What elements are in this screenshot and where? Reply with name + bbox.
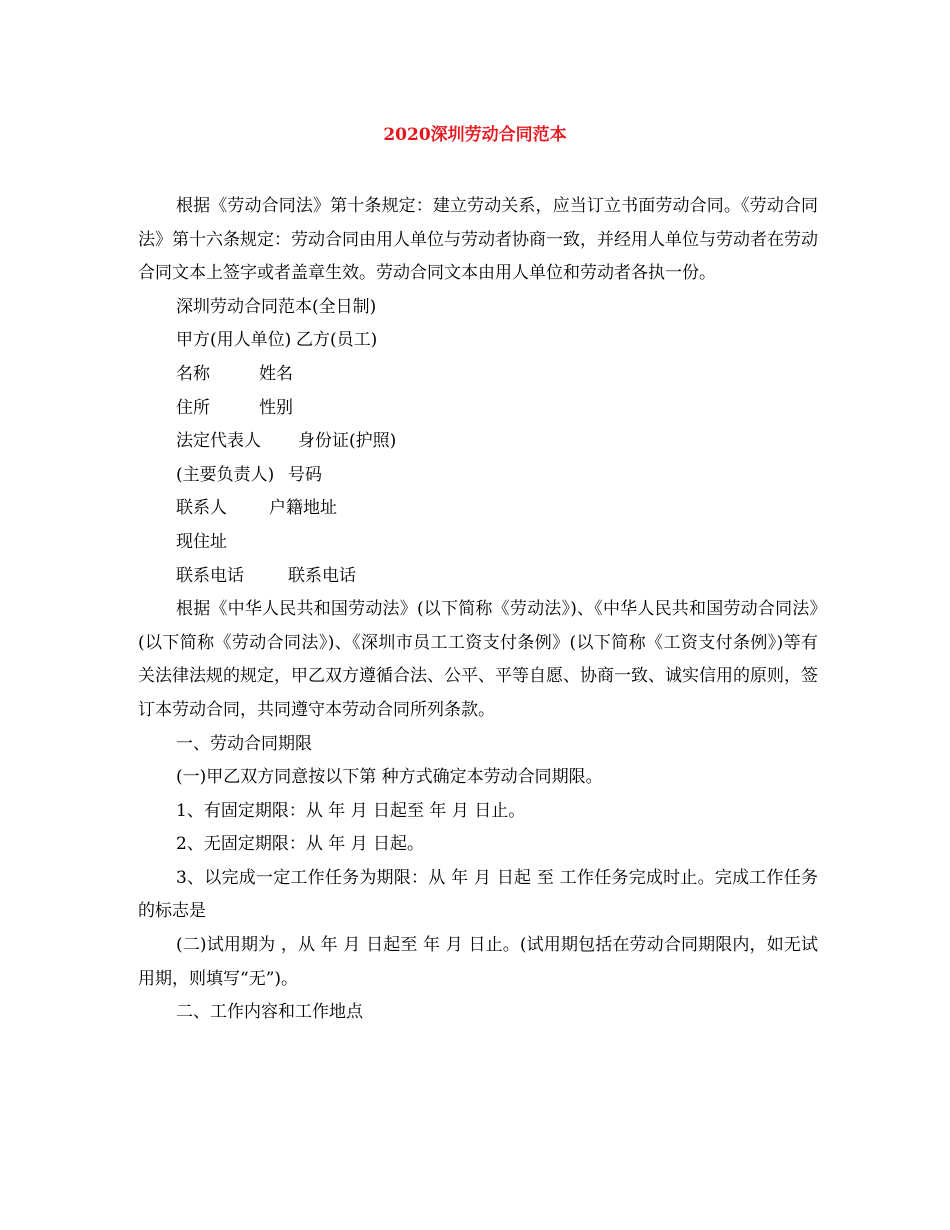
current-address-label: 现住址 xyxy=(176,531,227,552)
employee-gender-label: 性别 xyxy=(259,397,293,418)
household-address-label: 户籍地址 xyxy=(269,498,337,519)
id-number-label: 号码 xyxy=(288,464,322,485)
party-row-principal xyxy=(138,459,818,493)
employee-name-label: 姓名 xyxy=(259,363,293,384)
section-1-heading: 一、劳动合同期限 xyxy=(176,733,312,754)
principal-label: (主要负责人) xyxy=(176,464,275,485)
contract-subtitle: 深圳劳动合同范本(全日制) xyxy=(176,296,377,317)
id-card-label: 身份证(护照) xyxy=(298,431,397,452)
document-title: 2020深圳劳动合同范本 xyxy=(383,125,567,145)
contact-person-label: 联系人 xyxy=(176,498,227,519)
clause-1-intro: (一)甲乙双方同意按以下第 种方式确定本劳动合同期限。 xyxy=(176,767,603,788)
legal-basis-paragraph: 根据《中华人民共和国劳动法》(以下简称《劳动法》)、《中华人民共和国劳动合同法》(以下简称《劳动合同法》)、《深圳市员工工资支付条例》(以下简称《工资支付条例》)等有关法律法规的规定，甲乙双方遵循合法、公平、平等自愿、协商一致、诚实信用的原则，签订本劳动合同，共同遵守本劳动合同所列条款。 xyxy=(138,599,818,720)
party-row-phone xyxy=(138,560,818,594)
clause-2-probation: (二)试用期为 ，从 年 月 日起至 年 月 日止。(试用期包括在劳动合同期限内，如无试用期，则填写“无”)。 xyxy=(138,935,818,989)
legal-representative-label: 法定代表人 xyxy=(176,431,261,452)
party-row-representative xyxy=(138,425,818,459)
clause-1-item-2: 2、无固定期限：从 年 月 日起。 xyxy=(176,834,425,855)
party-row-name xyxy=(138,358,818,392)
party-row-current-address xyxy=(138,526,818,560)
clause-1-item-1: 1、有固定期限：从 年 月 日起至 年 月 日止。 xyxy=(176,800,526,821)
clause-1-item-3: 3、以完成一定工作任务为期限：从 年 月 日起 至 工作任务完成时止。完成工作任务的标志是 xyxy=(138,867,818,922)
employee-phone-label: 联系电话 xyxy=(288,565,356,586)
party-b-label: 乙方(员工) xyxy=(296,330,378,351)
document-body xyxy=(138,190,818,1030)
party-row-address xyxy=(138,392,818,426)
intro-paragraph: 根据《劳动合同法》第十条规定：建立劳动关系，应当订立书面劳动合同。《劳动合同法》第十六条规定：劳动合同由用人单位与劳动者协商一致，并经用人单位与劳动者在劳动合同文本上签字或者盖章生效。劳动合同文本由用人单位和劳动者各执一份。 xyxy=(138,196,818,284)
section-2-heading: 二、工作内容和工作地点 xyxy=(176,1002,363,1023)
party-a-label: 甲方(用人单位) xyxy=(176,330,292,351)
company-phone-label: 联系电话 xyxy=(176,565,244,586)
company-name-label: 名称 xyxy=(176,363,210,384)
company-address-label: 住所 xyxy=(176,397,210,418)
party-row-header xyxy=(138,324,818,358)
party-row-contact xyxy=(138,492,818,526)
